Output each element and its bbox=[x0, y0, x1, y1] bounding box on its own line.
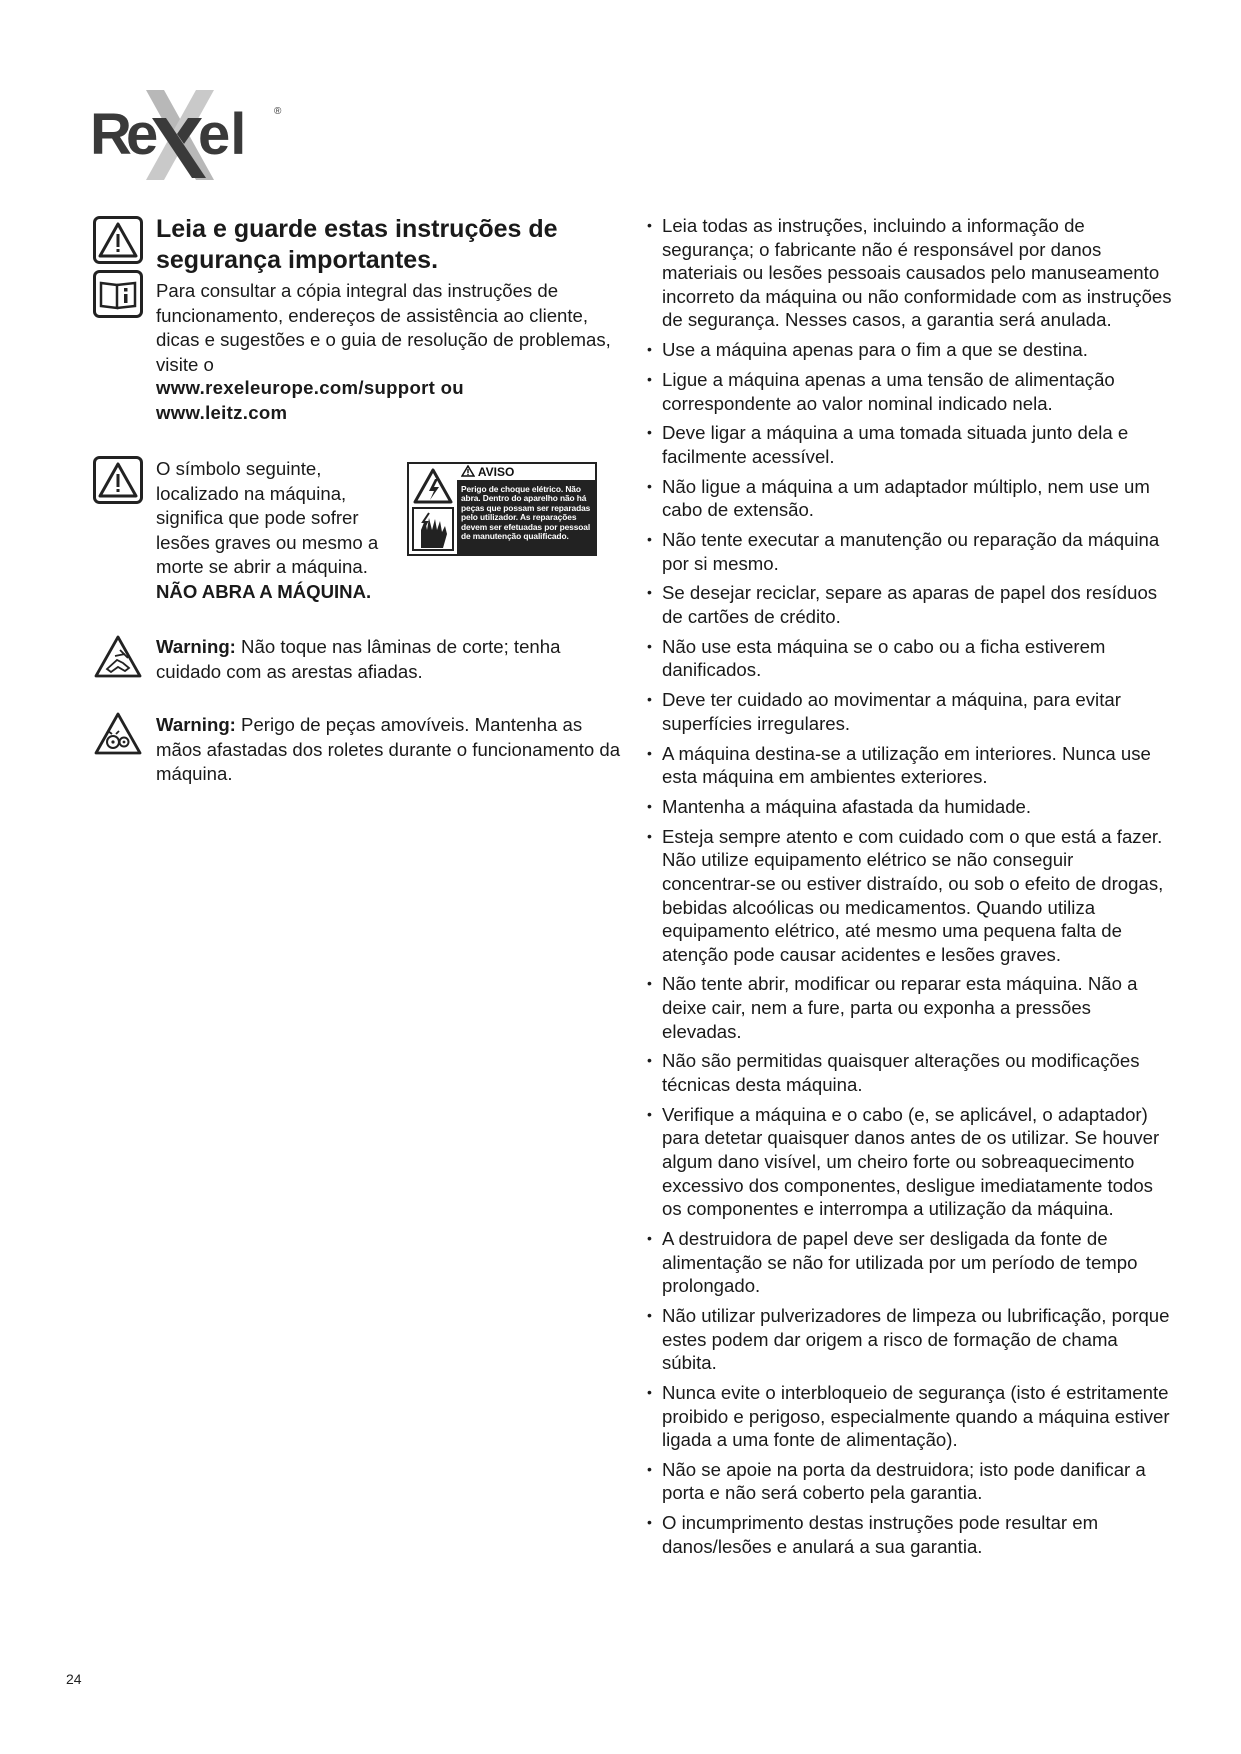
safety-heading: Leia e guarde estas instruções de segurança importantes. bbox=[156, 215, 558, 274]
svg-text:R: R bbox=[90, 102, 132, 167]
bullet-text: • Use a máquina apenas para o fim a que se destina. bbox=[662, 339, 1088, 361]
safety-bullet-item bbox=[652, 825, 1172, 967]
safety-bullet-item bbox=[652, 635, 1172, 682]
bullet-text: • Não se apoie na porta da destruidora; isto pode danificar a porta e não será coberto pela garantia. bbox=[662, 1458, 1146, 1504]
warning-text: Perigo de peças amovíveis. Mantenha as mãos afastadas dos roletes durante o funcionamento da máquina. bbox=[156, 714, 621, 784]
intro-paragraph: Para consultar a cópia integral das instruções de funcionamento, endereços de assistência ao cliente, dicas e sugestões e o guia de resolução de problemas, visite o bbox=[156, 280, 611, 375]
safety-bullet-item bbox=[652, 795, 1172, 819]
safety-bullet-item bbox=[652, 581, 1172, 628]
safety-bullet-item bbox=[652, 421, 1172, 468]
safety-bullet-item bbox=[652, 1381, 1172, 1452]
manual-info-icon bbox=[93, 270, 143, 323]
safety-bullet-item bbox=[652, 1304, 1172, 1375]
bullet-text: • Se desejar reciclar, separe as aparas de papel dos resíduos de cartões de crédito. bbox=[662, 582, 1158, 628]
bullet-text: • Não ligue a máquina a um adaptador múltiplo, nem use um cabo de extensão. bbox=[662, 475, 1150, 521]
bullet-text: • Leia todas as instruções, incluindo a informação de segurança; o fabricante não é responsável por danos materiais ou lesões pessoais causados pelo manuseamento incorreto da máquina ou não conformidade com as instruções de segurança. Nesses casos, a garantia será anulada. bbox=[662, 215, 1172, 331]
bullet-text: • Esteja sempre atento e com cuidado com o que está a fazer. Não utilize equipamento elétrico se não conseguir concentrar-se ou estiver distraído, ou sob o efeito de drogas, bebidas alcoólicas ou medicamentos. Quando utiliza equipamento elétrico, até mesmo uma pequena falta de atenção pode causar acidentes e lesões graves. bbox=[662, 825, 1164, 965]
safety-bullet-item bbox=[652, 528, 1172, 575]
bullet-text: • Não use esta máquina se o cabo ou a ficha estiverem danificados. bbox=[662, 635, 1106, 681]
svg-text:e: e bbox=[126, 102, 159, 167]
warning-label: Warning: bbox=[156, 714, 236, 735]
symbol-explanation bbox=[156, 457, 401, 604]
safety-bullet-item bbox=[652, 1458, 1172, 1505]
blade-warning bbox=[156, 635, 626, 684]
warning-text: Não toque nas lâminas de corte; tenha cuidado com as arestas afiadas. bbox=[156, 636, 561, 682]
safety-bullet-item bbox=[652, 972, 1172, 1043]
safety-bullet-item bbox=[652, 1227, 1172, 1298]
safety-bullet-list bbox=[652, 214, 1172, 1558]
aviso-body: Perigo de choque elétrico. Não abra. Dentro do aparelho não há peças que possam ser reparadas pelo utilizador. As reparações devem ser efetuadas por pessoal de manutenção qualificado. bbox=[461, 484, 591, 542]
aviso-title: AVISO bbox=[457, 464, 595, 482]
warning-label: Warning: bbox=[156, 636, 236, 657]
cut-hazard-icon bbox=[93, 634, 143, 685]
do-not-open-text: NÃO ABRA A MÁQUINA. bbox=[156, 580, 372, 602]
bullet-text: • A máquina destina-se a utilização em interiores. Nunca use esta máquina em ambientes exteriores. bbox=[662, 742, 1151, 788]
safety-instructions-column bbox=[652, 214, 1172, 1565]
bullet-text: • Não são permitidas quaisquer alterações ou modificações técnicas desta máquina. bbox=[662, 1050, 1140, 1096]
safety-bullet-item bbox=[652, 742, 1172, 789]
bullet-text: • Ligue a máquina apenas a uma tensão de alimentação correspondente ao valor nominal indicado nela. bbox=[662, 368, 1115, 414]
safety-bullet-item bbox=[652, 1049, 1172, 1096]
bullet-text: • Mantenha a máquina afastada da humidade. bbox=[662, 795, 1032, 817]
leitz-link[interactable]: www.leitz.com bbox=[156, 402, 288, 423]
aviso-label bbox=[407, 462, 597, 556]
safety-bullet-item bbox=[652, 1103, 1172, 1221]
support-link[interactable]: www.rexeleurope.com/support ou bbox=[156, 377, 464, 398]
bullet-text: • Deve ter cuidado ao movimentar a máquina, para evitar superfícies irregulares. bbox=[662, 689, 1121, 734]
warning-triangle-icon bbox=[93, 216, 143, 269]
warning-triangle-icon bbox=[93, 456, 143, 509]
safety-bullet-item bbox=[652, 1511, 1172, 1558]
safety-bullet-item bbox=[652, 368, 1172, 415]
svg-text:el: el bbox=[198, 102, 247, 167]
safety-bullet-item bbox=[652, 688, 1172, 735]
safety-bullet-item bbox=[652, 214, 1172, 332]
symbol-text: O símbolo seguinte, localizado na máquina, significa que pode sofrer lesões graves ou mesmo a morte se abrir a máquina. bbox=[156, 458, 379, 577]
bullet-text: • Nunca evite o interbloqueio de segurança (isto é estritamente proibido e perigoso, especialmente quando a máquina estiver ligada a uma fonte de alimentação). bbox=[662, 1381, 1170, 1451]
bullet-text: • Não tente executar a manutenção ou reparação da máquina por si mesmo. bbox=[662, 529, 1160, 574]
safety-bullet-item bbox=[652, 475, 1172, 522]
electric-shock-icon bbox=[409, 464, 457, 554]
page-number: 24 bbox=[66, 1671, 82, 1687]
bullet-text: • Deve ligar a máquina a uma tomada situada junto dela e facilmente acessível. bbox=[662, 422, 1129, 467]
bullet-text: • O incumprimento destas instruções pode resultar em danos/lesões e anulará a sua garantia. bbox=[662, 1512, 1099, 1557]
bullet-text: • Não utilizar pulverizadores de limpeza ou lubrificação, porque estes podem dar origem a risco de formação de chama súbita. bbox=[662, 1304, 1170, 1374]
rexel-logo bbox=[88, 84, 298, 190]
bullet-text: • A destruidora de papel deve ser desligada da fonte de alimentação se não for utilizada por um período de tempo prolongado. bbox=[662, 1227, 1138, 1297]
bullet-text: • Não tente abrir, modificar ou reparar esta máquina. Não a deixe cair, nem a fure, parta ou exponha a pressões elevadas. bbox=[662, 973, 1138, 1042]
safety-bullet-item bbox=[652, 338, 1172, 362]
bullet-text: • Verifique a máquina e o cabo (e, se aplicável, o adaptador) para detetar quaisquer danos antes de os utilizar. Se houver algum dano visível, um cheiro forte ou sobreaquecimento excessivo dos componentes, desligue imediatamente todos os componentes e interrompa a utilização da máquina. bbox=[662, 1103, 1160, 1220]
moving-parts-warning bbox=[156, 713, 626, 787]
svg-text:®: ® bbox=[274, 106, 282, 117]
moving-parts-icon bbox=[93, 711, 143, 762]
